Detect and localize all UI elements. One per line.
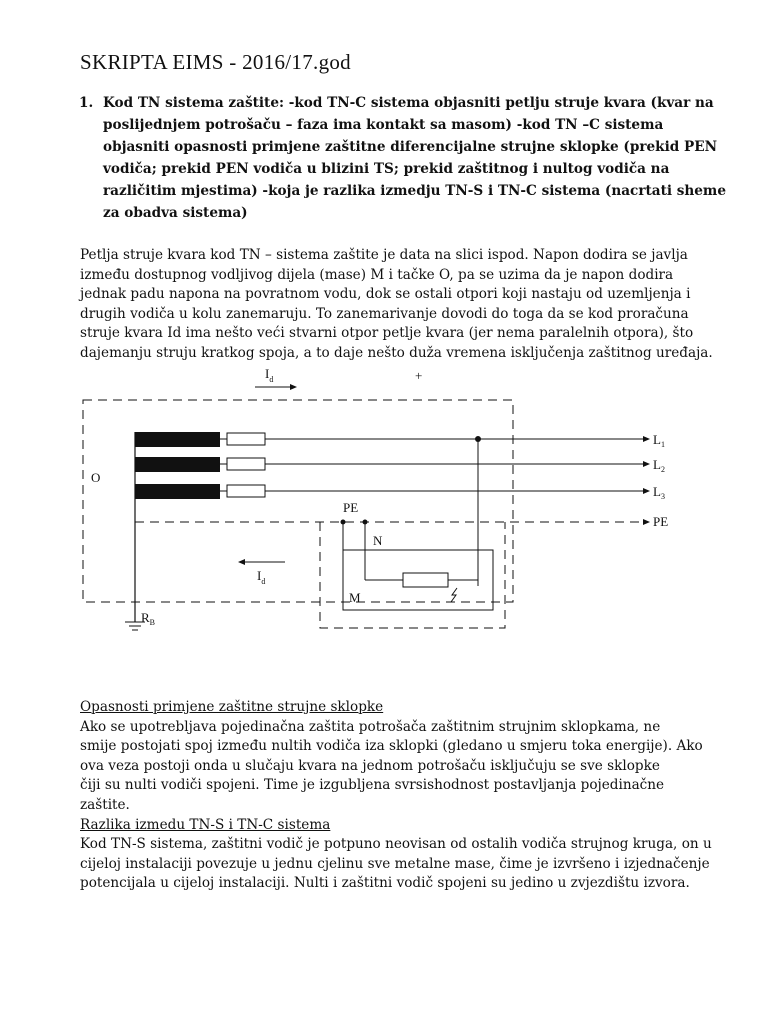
label-l3: $L_3$	[653, 484, 665, 501]
section-heading-dangers: Opasnosti primjene zaštitne strujne sklopke	[80, 699, 384, 715]
question-line: objasniti opasnosti primjene zaštitne diferencijalne strujne sklopke (prekid PEN	[103, 139, 718, 155]
section-line: ova veza postoji onda u slučaju kvara na jednom potrošaču isključuju se sve sklopke	[80, 757, 660, 774]
question-line: za obadva sistema)	[103, 205, 248, 221]
fuse-l1	[227, 433, 265, 445]
m-label: M	[349, 590, 361, 605]
question-block	[79, 92, 726, 224]
label-l1: $L_1$	[653, 432, 665, 449]
section-heading-tn-difference: Razlika izmedu TN-S i TN-C sistema	[80, 816, 331, 833]
point-o-label: O	[91, 470, 101, 485]
n-label: N	[373, 533, 383, 548]
arrow-l1	[643, 436, 650, 442]
intro-line: Petlja struje kvara kod TN – sistema zaštite je data na slici ispod. Napon dodira se javlja	[80, 247, 688, 263]
winding-l1	[135, 432, 220, 447]
question-line: različitim mjestima) -koja je razlika izmedju TN-S i TN-C sistema (nacrtati sheme	[103, 183, 726, 199]
fault-spark-icon	[451, 588, 457, 602]
document-title: SKRIPTA EIMS - 2016/17.god	[80, 50, 351, 74]
fuse-l3	[227, 485, 265, 497]
intro-line: dajemanju struju kratkog spoja, a to daje nešto duža vremena isključenja zaštitnog uređaja.	[80, 344, 713, 361]
transformer-boundary	[83, 400, 513, 602]
question-line: poslijednjem potrošaču – faza ima kontakt sa masom) -kod TN –C sistema	[103, 117, 664, 133]
question-number: 1.	[79, 95, 94, 111]
section-dangers	[80, 698, 720, 894]
section-line: potencijala u cijeloj instalaciji. Nulti i zaštitni vodič spojeni su jedino u zvjezdištu izvora.	[80, 875, 690, 892]
winding-l2	[135, 457, 220, 472]
rb-label: $R_B$	[141, 610, 156, 627]
current-arrowhead-return	[238, 559, 245, 565]
arrow-l2	[643, 461, 650, 467]
question-line: Kod TN sistema zaštite: -kod TN-C sistema objasniti petlju struje kvara (kvar na	[103, 95, 714, 111]
intro-line: struje kvara Id ima nešto veći stvarni otpor petlje kvara (jer nema paralelnih otpora), što	[80, 325, 694, 342]
section-line: smije postojati spoj između nultih vodiča iza sklopki (gledano u smjeru toka energije). Ako	[80, 738, 703, 755]
plus-sign: +	[415, 368, 423, 383]
intro-line: drugih vodiča u kolu zanemaruju. To zanemarivanje dovodi do toga da se kod proračuna	[80, 305, 689, 322]
arrow-pe	[643, 519, 650, 525]
tn-fault-loop-diagram	[75, 360, 695, 650]
intro-line: jednak padu napona na povratnom vodu, dok se ostali otpori koji nastaju od uzemljenja i	[80, 286, 691, 303]
current-label-top: $I_d$	[265, 366, 274, 384]
load-resistor	[403, 573, 448, 587]
section-line: cijeloj instalaciji povezuje u jednu cjelinu sve metalne mase, čime je izvršeno i izjednačenje	[80, 855, 710, 872]
pe-node-label: PE	[343, 500, 359, 515]
label-pe: PE	[653, 514, 669, 529]
current-label-return: $I_d$	[257, 568, 266, 586]
intro-paragraph	[80, 246, 720, 364]
fuse-l2	[227, 458, 265, 470]
question-line: vodiča; prekid PEN vodiča u blizini TS; prekid zaštitnog i nultog vodiča na	[103, 161, 670, 177]
winding-l3	[135, 484, 220, 499]
label-l2: $L_2$	[653, 457, 665, 474]
intro-line: između dostupnog vodljivog dijela (mase) M i tačke O, pa se uzima da je napon dodira	[80, 266, 674, 283]
section-line: Ako se upotrebljava pojedinačna zaštita potrošača zaštitnim strujnim sklopkama, ne	[80, 718, 661, 735]
arrow-l3	[643, 488, 650, 494]
section-line: Kod TN-S sistema, zaštitni vodič je potpuno neovisan od ostalih vodiča strujnog kruga, on u	[80, 836, 712, 853]
section-line: čiji su nulti vodiči spojeni. Time je izgubljena svrsishodnost postavljanja pojedinačne	[80, 777, 665, 794]
current-arrowhead-top	[290, 384, 297, 390]
section-line: zaštite.	[80, 796, 130, 813]
